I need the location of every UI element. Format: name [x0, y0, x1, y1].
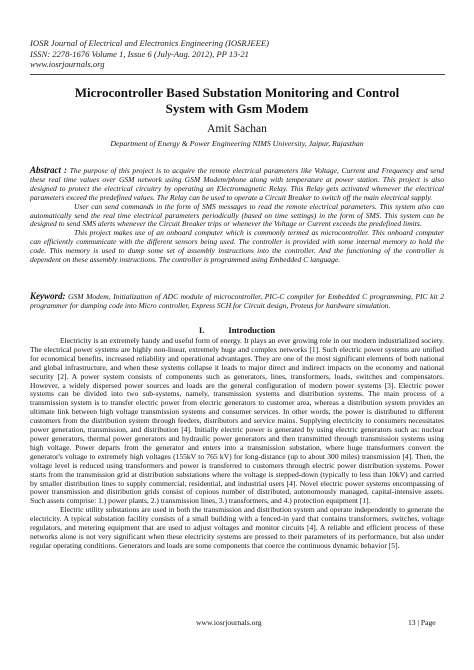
title-line-1: Microcontroller Based Substation Monitoring and Control	[74, 85, 400, 100]
section-number: I.	[198, 325, 205, 335]
title-line-2: System with Gsm Modem	[165, 101, 309, 116]
author-affiliation: Department of Energy & Power Engineering NIMS University, Jaipur, Rajasthan	[110, 139, 364, 148]
abstract-paragraph-2: User can send commands in the form of SMS messages to read the remote electrical parameters. This system also can automatically send the real time electrical parameters periodically (based on time settings) in the form of SMS. This system can be designed to send SMS alerts whenever the Circuit Breaker trips or whenever the Voltage or Current exceeds the predefined limits.	[30, 201, 444, 229]
abstract-text-1: The purpose of this project is to acquire the remote electrical parameters like Voltage, Current and Frequency and send these real time values over GSM network using GSM Modem/phone along with temperature at power station. This project is also designed to protect the electrical circuitry by operating an Electromagnetic Relay. This Relay gets activated whenever the electrical parameters exceed the predefined values. The Relay can be used to operate a Circuit Breaker to switch off the main electrical supply.	[30, 166, 444, 202]
header-divider	[30, 74, 445, 75]
section-heading	[40, 325, 434, 335]
footer-url[interactable]: www.iosrjournals.org	[196, 618, 262, 627]
keywords	[30, 292, 444, 311]
keywords-label: Keyword:	[30, 291, 66, 301]
body-text	[30, 337, 444, 551]
body-paragraph-1: Electricity is an extremely handy and useful form of energy. It plays an ever growing role in our modern industrialized society. The electrical power systems are highly non-linear, extremely huge and complex networks [1]. Such electric power systems are unified for economical benefits, increased reliability and operational advantages. They are one of the most significant elements of both national and global infrastructure, and when these systems collapse it leads to major direct and indirect impacts on the economy and national security [2]. A power system consists of components such as generators, lines, transformers, loads, switches and compensators. However, a widely dispersed power sources and loads are the general configuration of modern power systems [3]. Electric power systems can be divided into two sub-systems, namely, transmission systems and distribution systems. The main process of a transmission system is to transfer electric power from electric generators to customer area, whereas a distribution system provides an ultimate link between high voltage transmission systems and consumer services. In other words, the power is distributed to different customers from the distribution system through feeders, distributors and service mains. Supplying electricity to consumers necessitates power generation, transmission, and distribution [4]. Initially electric power is generated by using electric generators such as: nuclear power generators, thermal power generators and hydraulic power generators and then transmitted through transmission systems using high voltage. Power departs from the generator and enters into a transmission substation, where huge transformers convert the generator's voltage to extremely high voltages (155kV to 765 kV) for long-distance (up to about 300 miles) transmission [4]. Then, the voltage level is reduced using transformers and power is transferred to customers through electric power distribution systems. Power starts from the transmission grid at distribution substations where the voltage is stepped-down (typically to less than 10kV) and carried by smaller distribution lines to supply commercial, residential, and industrial users [4]. Novel electric power systems encompassing of power transmission and distribution grids consist of copious number of distributed, autonomously managed, capital-intensive assets. Such assets comprise: 1.) power plants, 2.) transmission lines, 3.) transformers, and 4.) protection equipment [1].	[30, 336, 444, 506]
abstract-paragraph-3: This project makes use of an onboard computer which is commonly termed as microcontroller. This onboard computer can efficiently communicate with the different sensors being used. The controller is provided with some internal memory to hold the code. This memory is used to dump some set of assembly instructions into the controller. And the functioning of the controller is dependent on these assembly instructions. The controller is programmed using Embedded C language.	[30, 228, 444, 265]
journal-issn: ISSN: 2278-1676 Volume 1, Issue 6 (July-Aug. 2012), PP 13-21	[30, 48, 249, 59]
footer-page-number: 13 | Page	[408, 618, 436, 627]
abstract	[30, 166, 444, 265]
section-title: Introduction	[228, 325, 276, 335]
abstract-paragraph-1	[30, 166, 444, 203]
journal-name: IOSR Journal of Electrical and Electronics Engineering (IOSRJEEE)	[30, 38, 270, 48]
paper-title	[40, 85, 434, 117]
author-name: Amit Sachan	[207, 123, 267, 135]
journal-header	[30, 38, 450, 70]
body-paragraph-2: Electric utility substations are used in both the transmission and distribution system and operate independently to generate the electricity. A typical substation facility consists of a small building with a fenced-in yard that contains transformers, switches, voltage regulators, and metering equipment that are used to adjust voltages and monitor circuits [4]. A reliable and efficient process of these networks alone is not very significant when these electricity systems are pressed to their parameters of its performance, but also under regular operating conditions. Generators and loads are some components that coerce the continuous dynamic behavior [5].	[30, 505, 444, 550]
keywords-text: GSM Modem, Initialization of ADC module of microcontroller, PIC-C compiler for Embedded C programming, PIC kit 2 programmer for dumping code into Micro controller, Express SCH for Circuit design, Proteus for hardware simulation.	[30, 292, 444, 310]
journal-website[interactable]: www.iosrjournals.org	[30, 59, 105, 70]
abstract-label: Abstract :	[30, 165, 67, 175]
